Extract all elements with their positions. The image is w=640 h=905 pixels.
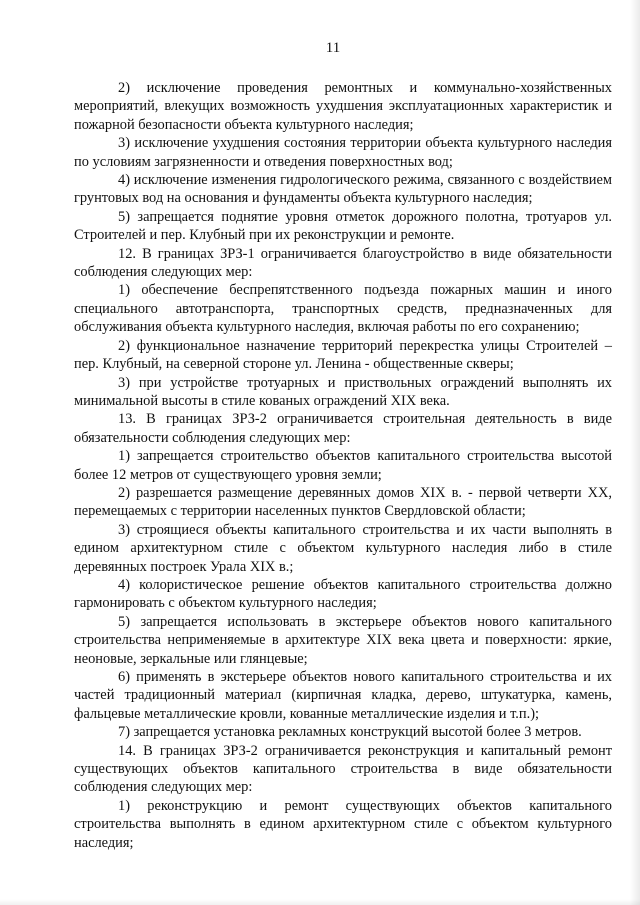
section-12-item-3: 3) при устройстве тротуарных и приствольных ограждений выполнять их минимальной высоты в стиле кованых ограждений XIX века.	[74, 374, 612, 409]
paragraph-2-item-3: 3) исключение ухудшения состояния территории объекта культурного наследия по условиям загрязненности и отведения поверхностных вод;	[74, 135, 612, 170]
section-12-item-2: 2) функциональное назначение территорий перекрестка улицы Строителей – пер. Клубный, на северной стороне ул. Ленина - общественные скверы;	[74, 337, 612, 373]
section-13-item-3: 3) строящиеся объекты капитального строительства и их части выполнять в едином архитектурном стиле с объектом культурного наследия либо в стиле деревянных построек Урала XIX в.;	[74, 521, 612, 575]
page-number: 11	[325, 40, 341, 56]
scan-edge-shadow	[630, 0, 640, 905]
section-13-item-7: 7) запрещается установка рекламных конструкций высотой более 3 метров.	[118, 724, 582, 741]
section-13-item-4: 4) колористическое решение объектов капитального строительства должно гармонировать с объектом культурного наследия;	[74, 576, 612, 612]
section-13-heading: 13. В границах ЗРЗ-2 ограничивается строительная деятельность в виде обязательности соблюдения следующих мер:	[74, 411, 612, 446]
paragraph-2-item-4: 4) исключение изменения гидрологического режима, связанного с воздействием грунтовых вод на основания и фундаменты объекта культурного наследия;	[74, 172, 612, 207]
section-13-item-2: 2) разрешается размещение деревянных домов XIX в. - первой четверти XX, перемещаемых с территории населенных пунктов Свердловской области;	[74, 484, 612, 520]
scan-bottom-edge	[0, 899, 640, 905]
section-14-item-1: 1) реконструкцию и ремонт существующих объектов капитального строительства выполнять в едином архитектурном стиле с объектом культурного наследия;	[74, 797, 612, 851]
section-12-heading: 12. В границах ЗРЗ-1 ограничивается благоустройство в виде обязательности соблюдения следующих мер:	[74, 245, 612, 281]
paragraph-2-item-5: 5) запрещается поднятие уровня отметок дорожного полотна, тротуаров ул. Строителей и пер. Клубный при их реконструкции и ремонте.	[74, 208, 612, 244]
section-13-item-5: 5) запрещается использовать в экстерьере объектов нового капитального строительства неприменяемые в архитектуре XIX века цвета и поверхности: яркие, неоновые, зеркальные или глянцевые;	[74, 613, 612, 667]
section-14-heading: 14. В границах ЗРЗ-2 ограничивается реконструкция и капитальный ремонт существующих объектов капитального строительства в виде обязательности соблюдения следующих мер:	[74, 742, 612, 796]
section-13-item-1: 1) запрещается строительство объектов капитального строительства высотой более 12 метров от существующего уровня земли;	[74, 448, 612, 483]
section-13-item-6: 6) применять в экстерьере объектов нового капитального строительства и их частей традиционный материал (кирпичная кладка, дерево, штукатурка, камень, фальцевые металлические кровли, кованные металлические изделия и т.п.);	[74, 669, 612, 722]
document-body	[74, 79, 612, 852]
section-12-item-1: 1) обеспечение беспрепятственного подъезда пожарных машин и иного специального автотранспорта, транспортных средств, предназначенных для обслуживания объекта культурного наследия, включая работы по его сохранению;	[74, 282, 612, 336]
paragraph-2-item-2: 2) исключение проведения ремонтных и коммунально-хозяйственных мероприятий, влекущих возможность ухудшения эксплуатационных характеристик и пожарной безопасности объекта культурного наследия;	[74, 80, 612, 133]
